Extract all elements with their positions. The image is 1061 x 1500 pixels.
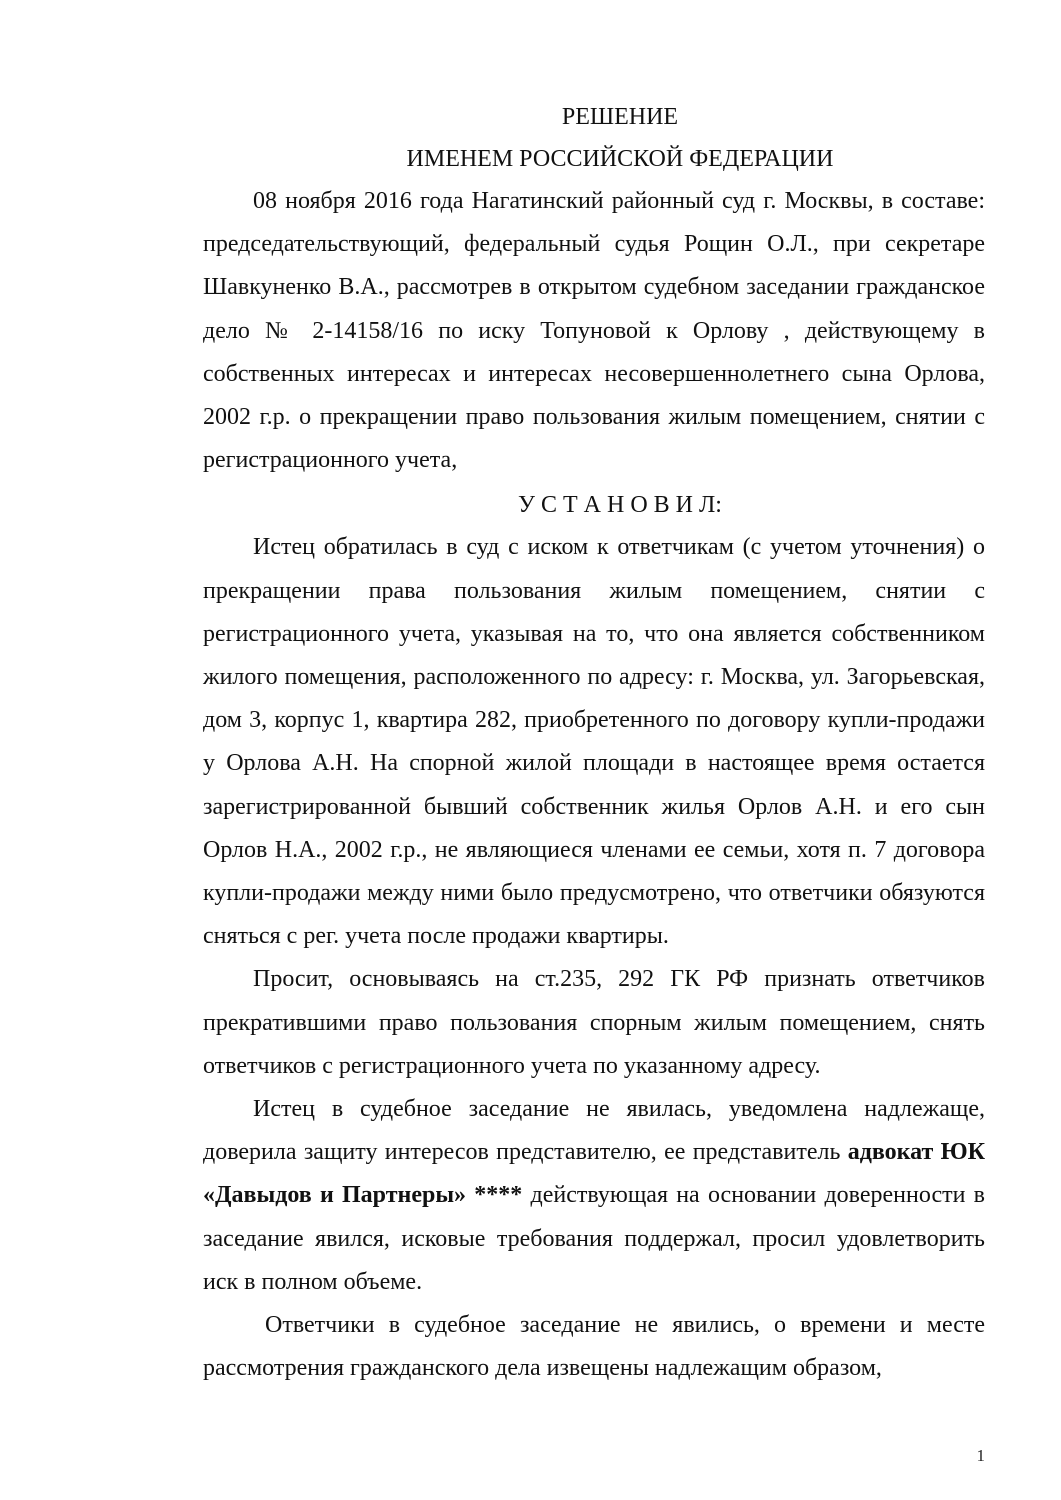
document-heading: РЕШЕНИЕ xyxy=(561,104,679,130)
paragraph-claim: Истец обратилась в суд с иском к ответчикам (с учетом уточнения) о прекращении права пользования жилым помещением, снятии с регистрационного учета, указывая на то, что она является собственником жилого помещения, расположенного по адресу: г. Москва, ул. Загорьевская, дом 3, корпус 1, квартира 282, приобретенного по договору купли-продажи у Орлова А.Н. На спорной жилой площади в настоящее время остается зарегистрированной бывший собственник жилья Орлов А.Н. и его сын Орлов Н.А., 2002 г.р., не являющиеся членами ее семьи, хотя п. 7 договора купли-продажи между ними было предусмотрено, что ответчики обязуются сняться с рег. учета после продажи квартиры. xyxy=(203,534,985,950)
paragraph-plaintiff-representative xyxy=(203,1088,985,1304)
paragraph-3-start: Истец в судебное заседание не явилась, уведомлена надлежаще, доверила защиту интересов представителю, ее представитель xyxy=(203,1096,985,1166)
section-title: У С Т А Н О В И Л: xyxy=(518,492,722,519)
paragraph-defendants: Ответчики в судебное заседание не явились, о времени и месте рассмотрения гражданского дела извещены надлежащим образом, xyxy=(203,1312,985,1382)
paragraph-3-end: действующая на основании доверенности в заседание явился, исковые требования поддержал, просил удовлетворить иск в полном объеме. xyxy=(203,1182,985,1295)
paragraph-request: Просит, основываясь на ст.235, 292 ГК РФ признать ответчиков прекратившими право пользования спорным жилым помещением, снять ответчиков с регистрационного учета по указанному адресу. xyxy=(203,966,985,1079)
representative-name: адвокат ЮК «Давыдов и Партнеры» **** xyxy=(203,1139,986,1209)
intro-paragraph: 08 ноября 2016 года Нагатинский районный суд г. Москвы, в составе: председательствующий, федеральный судья Рощин О.Л., при секретаре Шавкуненко В.А., рассмотрев в открытом судебном заседании гражданское дело № 2-14158/16 по иску Топуновой к Орлову , действующему в собственных интересах и интересах несовершеннолетнего сына Орлова, 2002 г.р. о прекращении право пользования жилым помещением, снятии с регистрационного учета, xyxy=(203,188,985,474)
document-subheading: ИМЕНЕМ РОССИЙСКОЙ ФЕДЕРАЦИИ xyxy=(406,146,834,172)
document-body xyxy=(203,96,985,1390)
page-number: 1 xyxy=(976,1446,985,1465)
